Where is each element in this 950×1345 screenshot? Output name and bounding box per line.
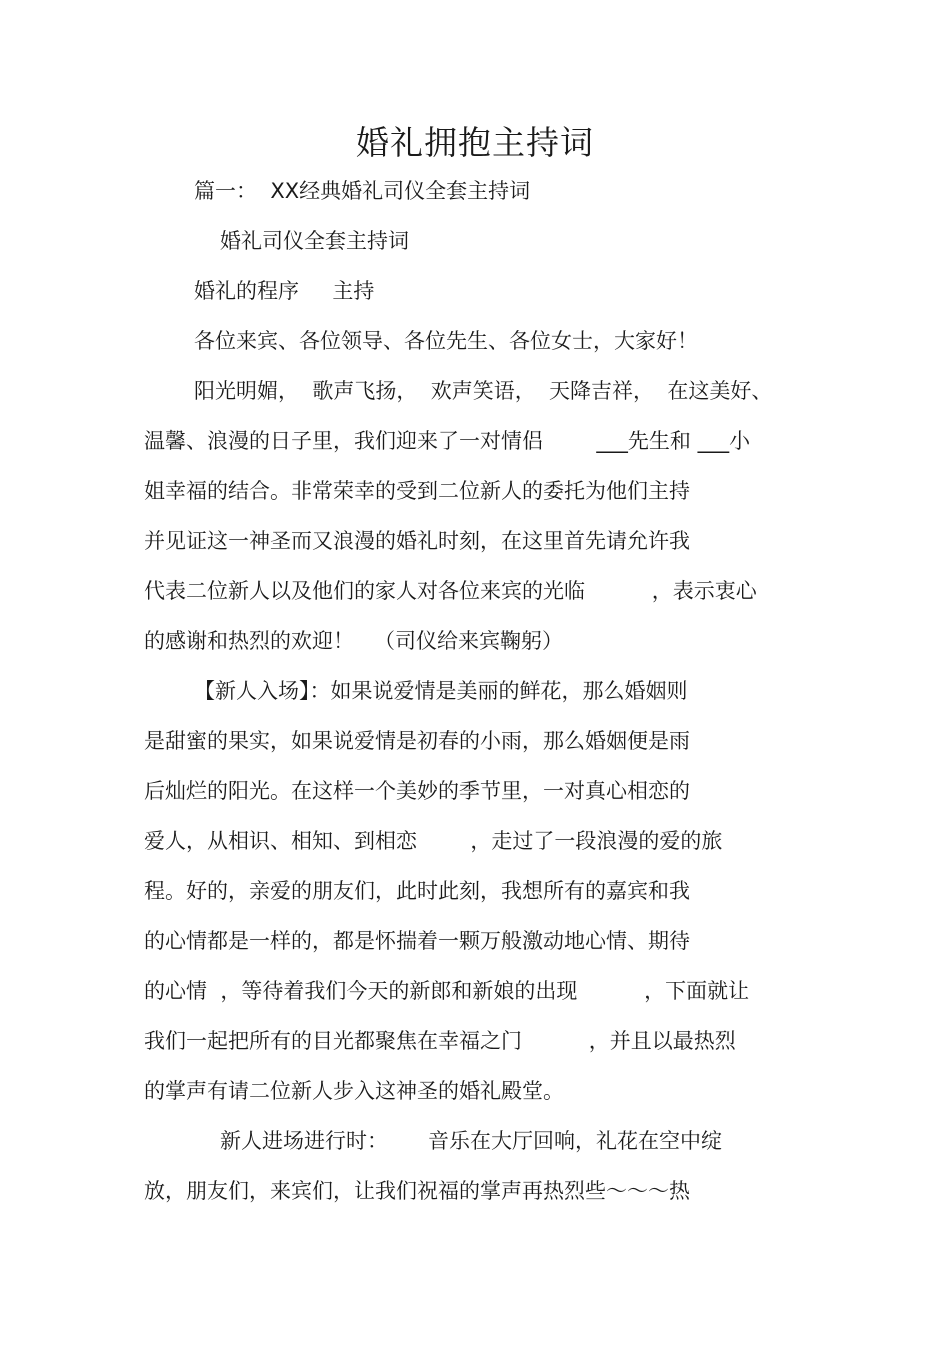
text-line: 新人进场进行时： 音乐在大厅回响，礼花在空中绽 [220, 1129, 723, 1153]
text-line: 温馨、浪漫的日子里，我们迎来了一对情侣 ___先生和 ___小 [144, 429, 751, 453]
text-line: 程。好的，亲爱的朋友们，此时此刻，我想所有的嘉宾和我 [144, 879, 690, 903]
text-line: 爱人，从相识、相知、到相恋 ，走过了一段浪漫的爱的旅 [144, 829, 723, 853]
text-line: 我们一起把所有的目光都聚焦在幸福之门 ，并且以最热烈 [144, 1029, 736, 1053]
text-line: 后灿烂的阳光。在这样一个美妙的季节里，一对真心相恋的 [144, 779, 690, 803]
text-line: 阳光明媚， 歌声飞扬， 欢声笑语， 天降吉祥， 在这美好、 [194, 379, 773, 403]
document-title: 婚礼拥抱主持词 [356, 123, 594, 162]
text-line: 【新人入场】：如果说爱情是美丽的鲜花，那么婚姻则 [194, 679, 688, 703]
text-line: 篇一： XX经典婚礼司仪全套主持词 [194, 179, 531, 203]
text-line: 的心情 ，等待着我们今天的新郎和新娘的出现 ，下面就让 [144, 979, 750, 1003]
text-line: 并见证这一神圣而又浪漫的婚礼时刻，在这里首先请允许我 [144, 529, 690, 553]
text-line: 姐幸福的结合。非常荣幸的受到二位新人的委托为他们主持 [144, 479, 690, 503]
text-line: 放，朋友们，来宾们，让我们祝福的掌声再热烈些～～～热 [144, 1179, 690, 1203]
text-line: 的心情都是一样的，都是怀揣着一颗万般激动地心情、期待 [144, 929, 690, 953]
text-line: 婚礼的程序 主持 [194, 279, 375, 303]
text-line: 的感谢和热烈的欢迎！ （司仪给来宾鞠躬） [144, 629, 564, 653]
text-line: 是甜蜜的果实，如果说爱情是初春的小雨，那么婚姻便是雨 [144, 729, 690, 753]
text-line: 各位来宾、各位领导、各位先生、各位女士，大家好！ [194, 329, 698, 353]
text-line: 婚礼司仪全套主持词 [220, 229, 409, 253]
text-line: 的掌声有请二位新人步入这神圣的婚礼殿堂。 [144, 1079, 564, 1103]
text-line: 代表二位新人以及他们的家人对各位来宾的光临 ，表示衷心 [144, 579, 757, 603]
